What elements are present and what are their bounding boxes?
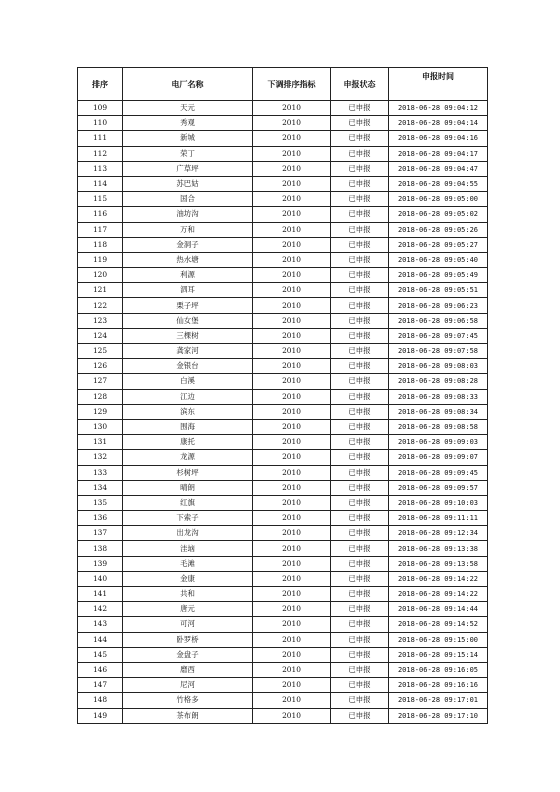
cell-rank: 114 xyxy=(78,176,123,191)
cell-declaration-status: 已申报 xyxy=(331,192,389,207)
cell-downregulation-index: 2010 xyxy=(253,617,331,632)
cell-downregulation-index: 2010 xyxy=(253,192,331,207)
table-row xyxy=(78,678,488,693)
cell-plant-name: 康托 xyxy=(123,435,253,450)
cell-plant-name: 尼河 xyxy=(123,678,253,693)
cell-downregulation-index: 2010 xyxy=(253,313,331,328)
cell-downregulation-index: 2010 xyxy=(253,374,331,389)
cell-plant-name: 滨东 xyxy=(123,404,253,419)
cell-rank: 143 xyxy=(78,617,123,632)
cell-declaration-status: 已申报 xyxy=(331,328,389,343)
cell-rank: 134 xyxy=(78,480,123,495)
cell-rank: 130 xyxy=(78,419,123,434)
cell-declaration-time: 2018-06-28 09:04:47 xyxy=(389,161,488,176)
cell-declaration-time: 2018-06-28 09:06:23 xyxy=(389,298,488,313)
cell-declaration-status: 已申报 xyxy=(331,632,389,647)
cell-declaration-status: 已申报 xyxy=(331,708,389,723)
cell-declaration-status: 已申报 xyxy=(331,176,389,191)
cell-downregulation-index: 2010 xyxy=(253,450,331,465)
cell-rank: 110 xyxy=(78,116,123,131)
cell-declaration-time: 2018-06-28 09:05:02 xyxy=(389,207,488,222)
cell-plant-name: 泗耳 xyxy=(123,283,253,298)
table-row xyxy=(78,192,488,207)
table-row xyxy=(78,541,488,556)
header-rank: 排序 xyxy=(78,68,123,101)
cell-downregulation-index: 2010 xyxy=(253,252,331,267)
cell-rank: 111 xyxy=(78,131,123,146)
cell-declaration-time: 2018-06-28 09:13:38 xyxy=(389,541,488,556)
cell-declaration-time: 2018-06-28 09:05:00 xyxy=(389,192,488,207)
cell-plant-name: 热水塘 xyxy=(123,252,253,267)
table-row xyxy=(78,161,488,176)
cell-plant-name: 江边 xyxy=(123,389,253,404)
cell-rank: 149 xyxy=(78,708,123,723)
cell-downregulation-index: 2010 xyxy=(253,587,331,602)
cell-declaration-status: 已申报 xyxy=(331,435,389,450)
cell-downregulation-index: 2010 xyxy=(253,359,331,374)
cell-plant-name: 可河 xyxy=(123,617,253,632)
cell-rank: 123 xyxy=(78,313,123,328)
table-row xyxy=(78,571,488,586)
cell-downregulation-index: 2010 xyxy=(253,298,331,313)
cell-declaration-time: 2018-06-28 09:08:28 xyxy=(389,374,488,389)
cell-declaration-status: 已申报 xyxy=(331,617,389,632)
table-body xyxy=(78,101,488,724)
cell-downregulation-index: 2010 xyxy=(253,222,331,237)
cell-rank: 136 xyxy=(78,511,123,526)
cell-downregulation-index: 2010 xyxy=(253,541,331,556)
cell-rank: 142 xyxy=(78,602,123,617)
cell-declaration-time: 2018-06-28 09:09:57 xyxy=(389,480,488,495)
header-plant-name: 电厂名称 xyxy=(123,68,253,101)
cell-declaration-status: 已申报 xyxy=(331,465,389,480)
cell-plant-name: 仙女堡 xyxy=(123,313,253,328)
cell-plant-name: 唐元 xyxy=(123,602,253,617)
cell-rank: 119 xyxy=(78,252,123,267)
cell-plant-name: 万和 xyxy=(123,222,253,237)
cell-declaration-time: 2018-06-28 09:04:17 xyxy=(389,146,488,161)
cell-downregulation-index: 2010 xyxy=(253,419,331,434)
cell-declaration-time: 2018-06-28 09:04:14 xyxy=(389,116,488,131)
cell-declaration-status: 已申报 xyxy=(331,571,389,586)
table-row xyxy=(78,587,488,602)
cell-downregulation-index: 2010 xyxy=(253,556,331,571)
cell-rank: 131 xyxy=(78,435,123,450)
cell-declaration-time: 2018-06-28 09:08:33 xyxy=(389,389,488,404)
cell-rank: 135 xyxy=(78,495,123,510)
cell-plant-name: 利源 xyxy=(123,268,253,283)
cell-downregulation-index: 2010 xyxy=(253,389,331,404)
table-row xyxy=(78,556,488,571)
cell-declaration-status: 已申报 xyxy=(331,344,389,359)
table-row xyxy=(78,617,488,632)
cell-declaration-status: 已申报 xyxy=(331,161,389,176)
cell-declaration-time: 2018-06-28 09:05:51 xyxy=(389,283,488,298)
cell-declaration-status: 已申报 xyxy=(331,647,389,662)
cell-declaration-status: 已申报 xyxy=(331,237,389,252)
header-row xyxy=(78,68,488,101)
cell-declaration-status: 已申报 xyxy=(331,146,389,161)
table-row xyxy=(78,693,488,708)
cell-plant-name: 金银台 xyxy=(123,359,253,374)
cell-declaration-status: 已申报 xyxy=(331,252,389,267)
cell-rank: 118 xyxy=(78,237,123,252)
cell-plant-name: 金康 xyxy=(123,571,253,586)
cell-declaration-time: 2018-06-28 09:15:00 xyxy=(389,632,488,647)
cell-declaration-status: 已申报 xyxy=(331,313,389,328)
table-row xyxy=(78,708,488,723)
cell-rank: 129 xyxy=(78,404,123,419)
cell-declaration-status: 已申报 xyxy=(331,526,389,541)
table-row xyxy=(78,298,488,313)
cell-declaration-time: 2018-06-28 09:09:03 xyxy=(389,435,488,450)
table-row xyxy=(78,602,488,617)
table-row xyxy=(78,359,488,374)
cell-plant-name: 金盘子 xyxy=(123,647,253,662)
cell-rank: 141 xyxy=(78,587,123,602)
cell-declaration-status: 已申报 xyxy=(331,693,389,708)
cell-declaration-time: 2018-06-28 09:17:10 xyxy=(389,708,488,723)
table-row xyxy=(78,146,488,161)
cell-plant-name: 白溪 xyxy=(123,374,253,389)
table-row xyxy=(78,283,488,298)
cell-declaration-status: 已申报 xyxy=(331,374,389,389)
cell-declaration-time: 2018-06-28 09:07:45 xyxy=(389,328,488,343)
cell-plant-name: 洼垴 xyxy=(123,541,253,556)
cell-downregulation-index: 2010 xyxy=(253,268,331,283)
cell-declaration-time: 2018-06-28 09:04:55 xyxy=(389,176,488,191)
table-row xyxy=(78,116,488,131)
table-row xyxy=(78,419,488,434)
cell-plant-name: 国合 xyxy=(123,192,253,207)
cell-declaration-time: 2018-06-28 09:04:16 xyxy=(389,131,488,146)
table-row xyxy=(78,480,488,495)
cell-downregulation-index: 2010 xyxy=(253,602,331,617)
cell-rank: 112 xyxy=(78,146,123,161)
cell-plant-name: 油坊沟 xyxy=(123,207,253,222)
cell-declaration-time: 2018-06-28 09:16:16 xyxy=(389,678,488,693)
cell-declaration-time: 2018-06-28 09:05:49 xyxy=(389,268,488,283)
cell-downregulation-index: 2010 xyxy=(253,708,331,723)
table-row xyxy=(78,268,488,283)
table-row xyxy=(78,389,488,404)
cell-downregulation-index: 2010 xyxy=(253,632,331,647)
cell-declaration-time: 2018-06-28 09:14:52 xyxy=(389,617,488,632)
cell-declaration-status: 已申报 xyxy=(331,283,389,298)
cell-downregulation-index: 2010 xyxy=(253,344,331,359)
cell-rank: 145 xyxy=(78,647,123,662)
cell-downregulation-index: 2010 xyxy=(253,146,331,161)
cell-downregulation-index: 2010 xyxy=(253,176,331,191)
cell-declaration-status: 已申报 xyxy=(331,268,389,283)
cell-plant-name: 晴朗 xyxy=(123,480,253,495)
cell-plant-name: 天元 xyxy=(123,101,253,116)
cell-declaration-time: 2018-06-28 09:07:58 xyxy=(389,344,488,359)
cell-rank: 116 xyxy=(78,207,123,222)
cell-declaration-time: 2018-06-28 09:11:11 xyxy=(389,511,488,526)
cell-rank: 139 xyxy=(78,556,123,571)
cell-downregulation-index: 2010 xyxy=(253,161,331,176)
cell-plant-name: 广草坪 xyxy=(123,161,253,176)
cell-downregulation-index: 2010 xyxy=(253,662,331,677)
cell-declaration-time: 2018-06-28 09:17:01 xyxy=(389,693,488,708)
header-downregulation-index: 下调排序指标 xyxy=(253,68,331,101)
cell-declaration-time: 2018-06-28 09:09:45 xyxy=(389,465,488,480)
cell-downregulation-index: 2010 xyxy=(253,207,331,222)
cell-declaration-time: 2018-06-28 09:14:22 xyxy=(389,587,488,602)
table-row xyxy=(78,374,488,389)
declaration-table xyxy=(77,67,488,724)
table-row xyxy=(78,237,488,252)
cell-rank: 133 xyxy=(78,465,123,480)
cell-declaration-status: 已申报 xyxy=(331,359,389,374)
table-row xyxy=(78,404,488,419)
cell-declaration-time: 2018-06-28 09:05:27 xyxy=(389,237,488,252)
cell-declaration-status: 已申报 xyxy=(331,131,389,146)
cell-rank: 127 xyxy=(78,374,123,389)
table-row xyxy=(78,328,488,343)
cell-plant-name: 出龙沟 xyxy=(123,526,253,541)
cell-plant-name: 杉树坪 xyxy=(123,465,253,480)
cell-downregulation-index: 2010 xyxy=(253,693,331,708)
cell-downregulation-index: 2010 xyxy=(253,511,331,526)
cell-downregulation-index: 2010 xyxy=(253,526,331,541)
cell-rank: 124 xyxy=(78,328,123,343)
cell-declaration-time: 2018-06-28 09:08:03 xyxy=(389,359,488,374)
header-declaration-status: 申报状态 xyxy=(331,68,389,101)
cell-declaration-status: 已申报 xyxy=(331,222,389,237)
cell-rank: 144 xyxy=(78,632,123,647)
cell-rank: 126 xyxy=(78,359,123,374)
cell-downregulation-index: 2010 xyxy=(253,237,331,252)
cell-downregulation-index: 2010 xyxy=(253,101,331,116)
table-row xyxy=(78,647,488,662)
cell-rank: 132 xyxy=(78,450,123,465)
cell-declaration-status: 已申报 xyxy=(331,678,389,693)
table-row xyxy=(78,435,488,450)
cell-plant-name: 苏巴姑 xyxy=(123,176,253,191)
cell-plant-name: 毛滩 xyxy=(123,556,253,571)
cell-rank: 109 xyxy=(78,101,123,116)
cell-declaration-status: 已申报 xyxy=(331,556,389,571)
cell-rank: 146 xyxy=(78,662,123,677)
table-row xyxy=(78,495,488,510)
table-row xyxy=(78,176,488,191)
cell-declaration-time: 2018-06-28 09:08:34 xyxy=(389,404,488,419)
cell-plant-name: 栗子坪 xyxy=(123,298,253,313)
table-row xyxy=(78,344,488,359)
cell-plant-name: 龚家河 xyxy=(123,344,253,359)
cell-rank: 137 xyxy=(78,526,123,541)
table-row xyxy=(78,511,488,526)
cell-plant-name: 磨西 xyxy=(123,662,253,677)
table-row xyxy=(78,313,488,328)
cell-declaration-time: 2018-06-28 09:13:58 xyxy=(389,556,488,571)
table-row xyxy=(78,131,488,146)
cell-declaration-status: 已申报 xyxy=(331,207,389,222)
cell-declaration-time: 2018-06-28 09:04:12 xyxy=(389,101,488,116)
cell-downregulation-index: 2010 xyxy=(253,571,331,586)
cell-declaration-status: 已申报 xyxy=(331,541,389,556)
cell-downregulation-index: 2010 xyxy=(253,480,331,495)
cell-declaration-time: 2018-06-28 09:06:58 xyxy=(389,313,488,328)
cell-declaration-status: 已申报 xyxy=(331,389,389,404)
table-row xyxy=(78,662,488,677)
cell-downregulation-index: 2010 xyxy=(253,495,331,510)
cell-declaration-time: 2018-06-28 09:14:44 xyxy=(389,602,488,617)
cell-rank: 117 xyxy=(78,222,123,237)
cell-declaration-time: 2018-06-28 09:15:14 xyxy=(389,647,488,662)
cell-plant-name: 龙源 xyxy=(123,450,253,465)
cell-declaration-time: 2018-06-28 09:12:34 xyxy=(389,526,488,541)
cell-downregulation-index: 2010 xyxy=(253,435,331,450)
table-row xyxy=(78,101,488,116)
cell-plant-name: 秀观 xyxy=(123,116,253,131)
cell-plant-name: 新城 xyxy=(123,131,253,146)
cell-declaration-time: 2018-06-28 09:16:05 xyxy=(389,662,488,677)
cell-declaration-time: 2018-06-28 09:14:22 xyxy=(389,571,488,586)
cell-plant-name: 竹格多 xyxy=(123,693,253,708)
cell-downregulation-index: 2010 xyxy=(253,328,331,343)
cell-downregulation-index: 2010 xyxy=(253,116,331,131)
cell-declaration-status: 已申报 xyxy=(331,495,389,510)
cell-declaration-status: 已申报 xyxy=(331,450,389,465)
cell-declaration-status: 已申报 xyxy=(331,480,389,495)
cell-rank: 121 xyxy=(78,283,123,298)
cell-rank: 125 xyxy=(78,344,123,359)
cell-declaration-time: 2018-06-28 09:05:40 xyxy=(389,252,488,267)
cell-declaration-status: 已申报 xyxy=(331,404,389,419)
cell-downregulation-index: 2010 xyxy=(253,404,331,419)
cell-rank: 120 xyxy=(78,268,123,283)
cell-declaration-status: 已申报 xyxy=(331,602,389,617)
table-row xyxy=(78,252,488,267)
table-header xyxy=(78,68,488,101)
cell-rank: 128 xyxy=(78,389,123,404)
table-row xyxy=(78,465,488,480)
cell-plant-name: 红旗 xyxy=(123,495,253,510)
header-declaration-time: 申报时间 xyxy=(389,68,488,101)
cell-rank: 147 xyxy=(78,678,123,693)
table-row xyxy=(78,632,488,647)
cell-plant-name: 荣丁 xyxy=(123,146,253,161)
cell-declaration-time: 2018-06-28 09:10:03 xyxy=(389,495,488,510)
cell-declaration-time: 2018-06-28 09:08:58 xyxy=(389,419,488,434)
cell-declaration-time: 2018-06-28 09:05:26 xyxy=(389,222,488,237)
cell-declaration-status: 已申报 xyxy=(331,101,389,116)
cell-declaration-time: 2018-06-28 09:09:07 xyxy=(389,450,488,465)
cell-rank: 140 xyxy=(78,571,123,586)
cell-declaration-status: 已申报 xyxy=(331,587,389,602)
cell-declaration-status: 已申报 xyxy=(331,419,389,434)
table-row xyxy=(78,207,488,222)
cell-rank: 148 xyxy=(78,693,123,708)
cell-declaration-status: 已申报 xyxy=(331,511,389,526)
cell-downregulation-index: 2010 xyxy=(253,465,331,480)
cell-plant-name: 共和 xyxy=(123,587,253,602)
table-row xyxy=(78,526,488,541)
cell-plant-name: 围海 xyxy=(123,419,253,434)
cell-declaration-status: 已申报 xyxy=(331,298,389,313)
cell-downregulation-index: 2010 xyxy=(253,678,331,693)
cell-rank: 113 xyxy=(78,161,123,176)
cell-plant-name: 下索子 xyxy=(123,511,253,526)
cell-downregulation-index: 2010 xyxy=(253,131,331,146)
cell-plant-name: 茶布朗 xyxy=(123,708,253,723)
table-row xyxy=(78,222,488,237)
cell-rank: 122 xyxy=(78,298,123,313)
cell-rank: 138 xyxy=(78,541,123,556)
cell-plant-name: 金洞子 xyxy=(123,237,253,252)
cell-declaration-status: 已申报 xyxy=(331,662,389,677)
cell-rank: 115 xyxy=(78,192,123,207)
cell-downregulation-index: 2010 xyxy=(253,283,331,298)
cell-plant-name: 卧罗桥 xyxy=(123,632,253,647)
cell-declaration-status: 已申报 xyxy=(331,116,389,131)
cell-downregulation-index: 2010 xyxy=(253,647,331,662)
cell-plant-name: 三棵树 xyxy=(123,328,253,343)
table-row xyxy=(78,450,488,465)
